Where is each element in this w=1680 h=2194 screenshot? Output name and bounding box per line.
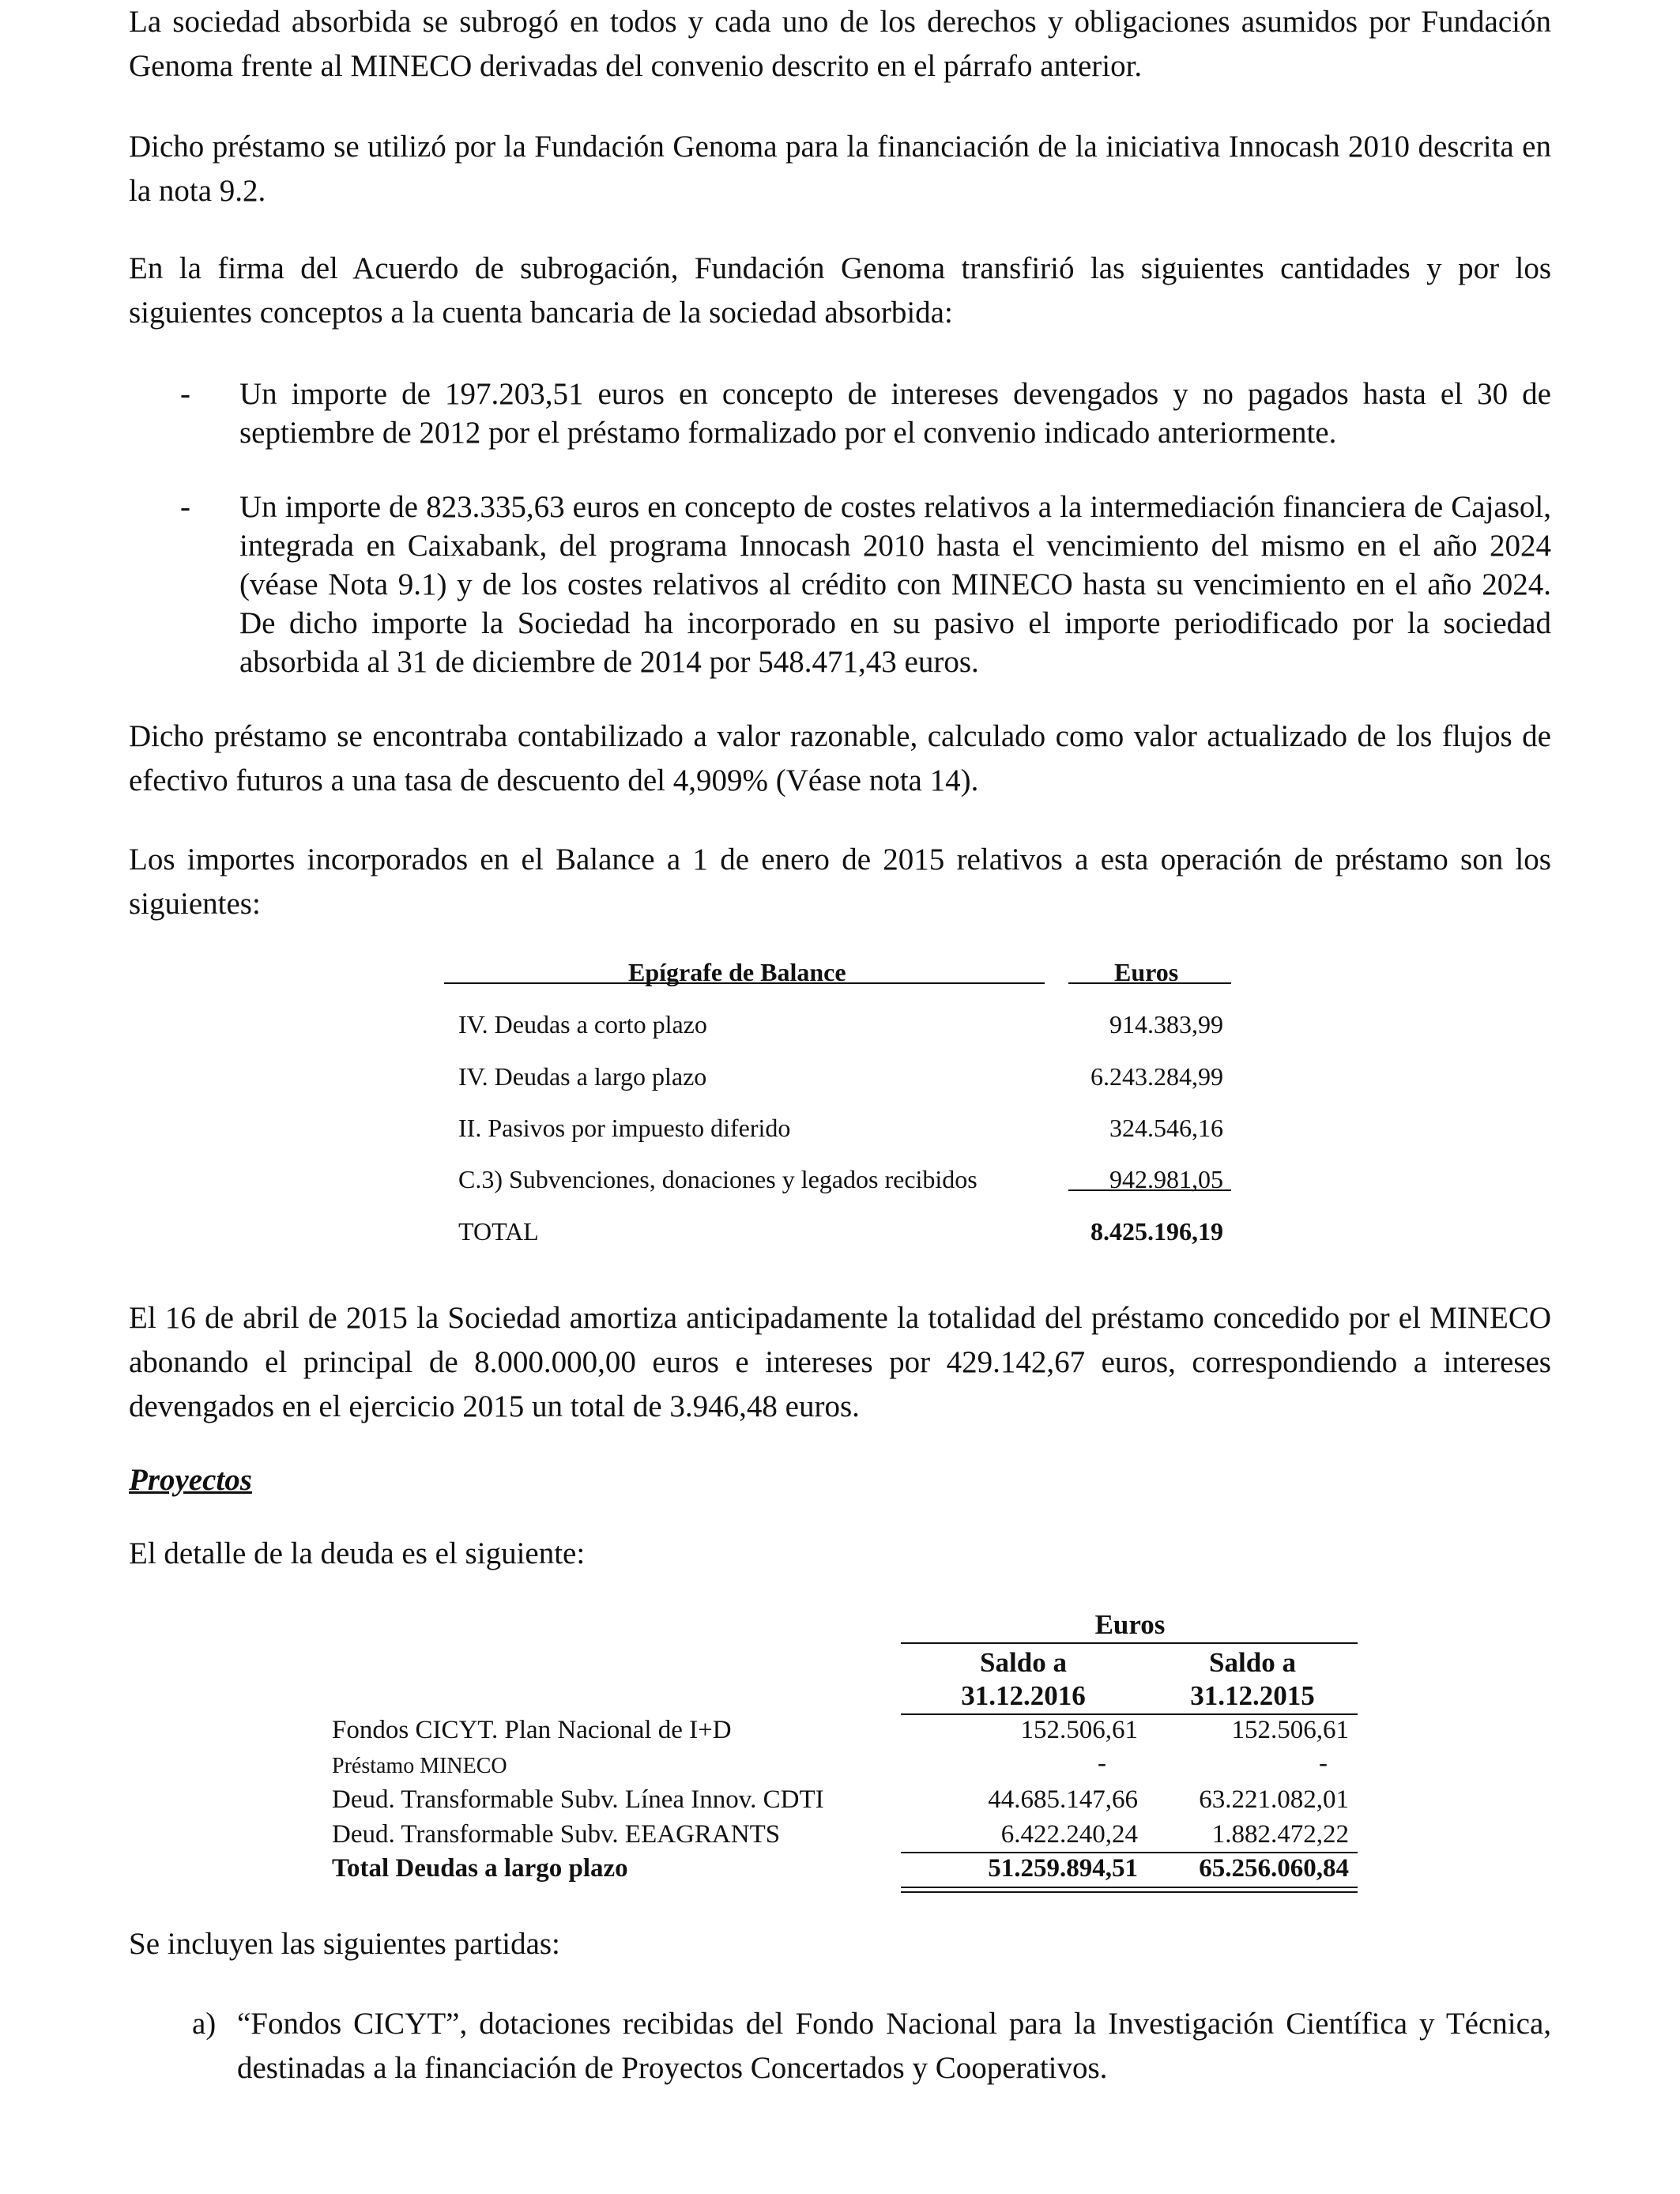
bullet-text: Un importe de 197.203,51 euros en concepto de intereses devengados y no pagados hasta el 30 de septiembre de 2012 por el préstamo formalizado por el convenio indicado anteriormente. [239,377,1551,450]
debt-col1-header-line2: 31.12.2016 [961,1680,1086,1711]
debt-row-label: Deud. Transformable Subv. EEAGRANTS [332,1820,781,1849]
paragraph-valor-razonable: Dicho préstamo se encontraba contabilizado a valor razonable, calculado como valor actualizado de los flujos de efectivo futuros a una tasa de descuento del 4,909% (Véase nota 14). [129,719,1551,797]
bullet-marker: - [180,490,190,524]
paragraph-detalle: El detalle de la deuda es el siguiente: [129,1536,586,1570]
balance-row-label: C.3) Subvenciones, donaciones y legados recibidos [458,1165,977,1193]
debt-total-double-rule-top [901,1887,1358,1888]
debt-row-value-2016: 44.685.147,66 [988,1785,1138,1814]
balance-row-value: 942.981,05 [1109,1165,1223,1193]
debt-row-value-2016: - [1098,1749,1106,1777]
balance-row-value: 6.243.284,99 [1090,1062,1223,1091]
balance-row-label: IV. Deudas a largo plazo [458,1062,707,1091]
debt-col1-header-line1: Saldo a [980,1647,1067,1678]
paragraph-transfer: En la firma del Acuerdo de subrogación, Fundación Genoma transfirió las siguientes cantidades y por los siguientes conceptos a la cuenta bancaria de la sociedad absorbida: [129,251,1551,330]
balance-row-value: 914.383,99 [1109,1010,1223,1039]
bullet-marker: - [180,377,190,411]
debt-total-2016: 51.259.894,51 [988,1854,1138,1883]
debt-row-value-2016: 6.422.240,24 [1000,1820,1138,1849]
balance-row-label: II. Pasivos por impuesto diferido [458,1114,791,1142]
balance-row-value: 324.546,16 [1109,1114,1223,1142]
balance-total-value: 8.425.196,19 [1090,1217,1223,1246]
list-item-text: “Fondos CICYT”, dotaciones recibidas del Fondo Nacional para la Investigación Científica y Técnica, destinadas a la financiación de Proyectos Concertados y Cooperativos. [237,2007,1551,2085]
paragraph-amortizacion: El 16 de abril de 2015 la Sociedad amortiza anticipadamente la totalidad del préstamo concedido por el MINECO abonando el principal de 8.000.000,00 euros e intereses por 429.142,67 euros, correspondiendo a intereses devengados en el ejercicio 2015 un total de 3.946,48 euros. [129,1301,1551,1423]
debt-total-label: Total Deudas a largo plazo [332,1854,628,1883]
debt-row-label: Deud. Transformable Subv. Línea Innov. CDTI [332,1785,824,1814]
balance-total-label: TOTAL [458,1217,539,1246]
balance-row-label: IV. Deudas a corto plazo [458,1010,707,1039]
debt-group-header: Euros [1094,1609,1166,1640]
debt-row-value-2015: - [1319,1749,1328,1777]
list-marker: a) [192,2007,217,2041]
debt-row-label: Fondos CICYT. Plan Nacional de I+D [332,1716,732,1744]
paragraph-subrogation: La sociedad absorbida se subrogó en todos y cada uno de los derechos y obligaciones asumidos por Fundación Genoma frente al MINECO derivadas del convenio descrito en el párrafo anterior. [129,5,1551,83]
bullet-text: Un importe de 823.335,63 euros en concepto de costes relativos a la intermediación financiera de Cajasol, integrada en Caixabank, del programa Innocash 2010 hasta el vencimiento del mismo en el año 2024 (véase Nota 9.1) y de los costes relativos al crédito con MINECO hasta su vencimiento en el año 2024. De dicho importe la Sociedad ha incorporado en su pasivo el importe periodificado por la sociedad absorbida al 31 de diciembre de 2014 por 548.471,43 euros. [239,490,1551,679]
debt-col2-header-line2: 31.12.2015 [1190,1680,1315,1711]
debt-total-2015: 65.256.060,84 [1199,1854,1349,1883]
balance-header-rule-label [444,982,1045,984]
paragraph-partidas: Se incluyen las siguientes partidas: [129,1927,560,1961]
debt-row-value-2015: 1.882.472,22 [1211,1820,1349,1849]
paragraph-innocash: Dicho préstamo se utilizó por la Fundación Genoma para la financiación de la iniciativa Innocash 2010 descrita en la nota 9.2. [129,130,1551,208]
debt-group-rule [901,1642,1358,1644]
debt-row-value-2015: 152.506,61 [1231,1716,1349,1744]
debt-row-label: Préstamo MINECO [332,1754,507,1778]
debt-row-value-2016: 152.506,61 [1020,1716,1138,1744]
paragraph-importes: Los importes incorporados en el Balance a 1 de enero de 2015 relativos a esta operación de préstamo son los siguientes: [129,843,1551,921]
balance-subtotal-rule [1068,1189,1231,1191]
balance-header-label: Epígrafe de Balance [628,958,846,986]
balance-header-rule-value [1068,982,1231,984]
section-heading-proyectos: Proyectos [129,1463,252,1497]
debt-col2-header-line1: Saldo a [1209,1647,1296,1678]
balance-header-value: Euros [1114,958,1179,986]
debt-total-double-rule-bottom [901,1891,1358,1893]
debt-row-value-2015: 63.221.082,01 [1199,1785,1349,1814]
